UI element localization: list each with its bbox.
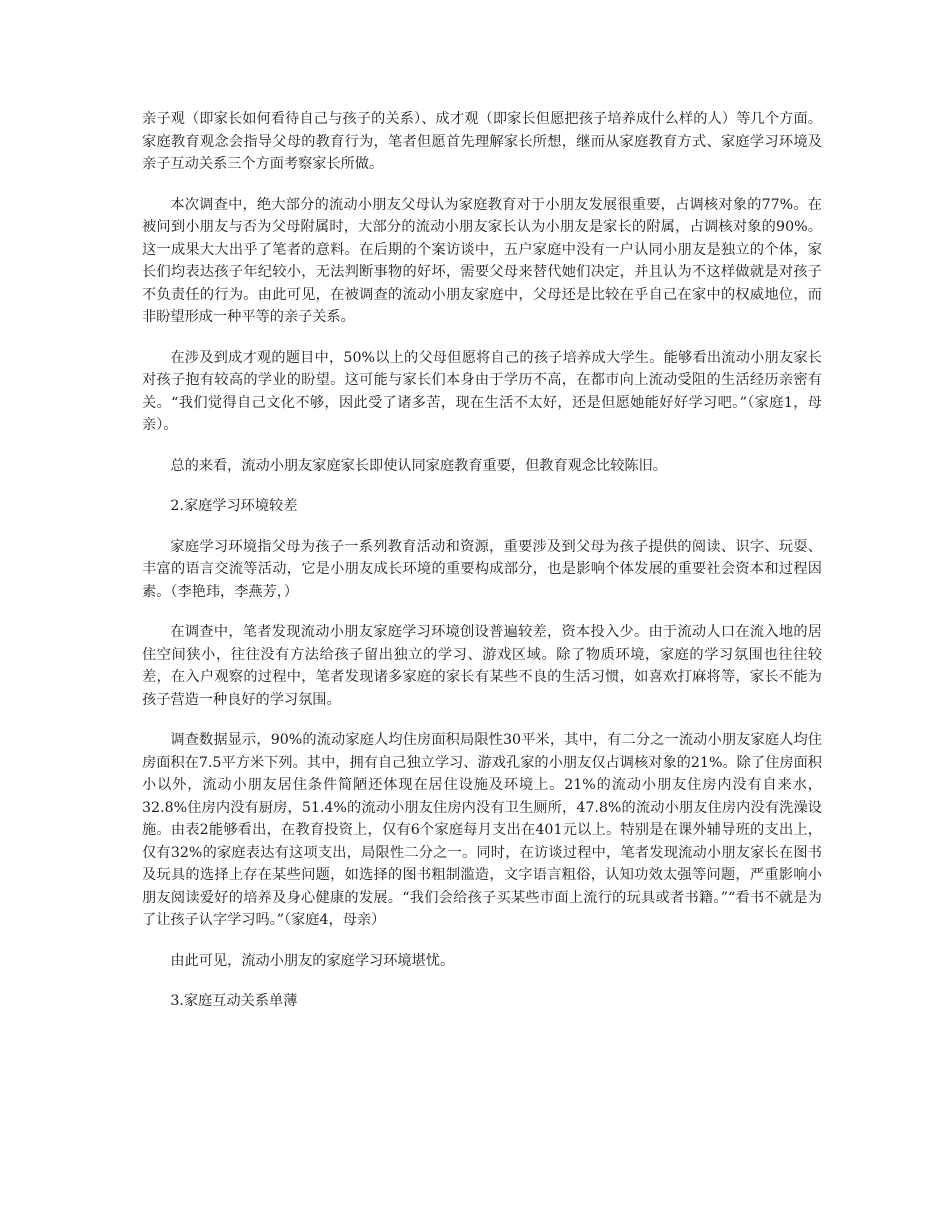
paragraph-learning-environment-definition: 家庭学习环境指父母为孩子一系列教育活动和资源，重要涉及到父母为孩子提供的阅读、识字、玩耍、丰富的语言交流等活动，它是小朋友成长环境的重要构成部分，也是影响个体发展的重要社会资本和过程因素。（李艳玮，李燕芳，） — [142, 538, 822, 600]
paragraph-survey-family-education: 本次调查中，绝大部分的流动小朋友父母认为家庭教育对于小朋友发展很重要，占调核对象的77%。在被问到小朋友与否为父母附属时，大部分的流动小朋友家长认为小朋友是家长的附属，占调核对象的90%。这一成果大大出乎了笔者的意料。在后期的个案访谈中，五户家庭中没有一户认同小朋友是独立的个体，家长们均表达孩子年纪较小，无法判断事物的好坏，需要父母来替代她们决定，并且认为不这样做就是对孩子不负责任的行为。由此可见，在被调查的流动小朋友家庭中，父母还是比较在乎自己在家中的权威地位，而非盼望形成一种平等的亲子关系。 — [142, 196, 822, 325]
paragraph-learning-environment-findings: 在调查中，笔者发现流动小朋友家庭学习环境创设普遍较差，资本投入少。由于流动人口在流入地的居住空间狭小，往往没有方法给孩子留出独立的学习、游戏区域。除了物质环境，家庭的学习氛围也往往较差，在入户观察的过程中，笔者发现诸多家庭的家长有某些不良的生活习惯，如喜欢打麻将等，家长不能为孩子营造一种良好的学习氛围。 — [142, 624, 822, 708]
paragraph-summary-education-views: 总的来看，流动小朋友家庭家长即使认同家庭教育重要，但教育观念比较陈旧。 — [170, 457, 667, 474]
section-heading-learning-environment: 2.家庭学习环境较差 — [170, 498, 298, 514]
document-body — [142, 108, 822, 1031]
paragraph-talent-views: 在涉及到成才观的题目中，50%以上的父母但愿将自己的孩子培养成大学生。能够看出流动小朋友家长对孩子抱有较高的学业的盼望。这可能与家长们本身由于学历不高，在都市向上流动受阻的生活经历亲密有关。“我们觉得自己文化不够，因此受了诸多苦，现在生活不太好，还是但愿她能好好学习吧。”（家庭1，母亲）。 — [142, 349, 822, 433]
paragraph-parenting-views-intro: 亲子观（即家长如何看待自己与孩子的关系）、成才观（即家长但愿把孩子培养成什么样的人）等几个方面。家庭教育观念会指导父母的教育行为，笔者但愿首先理解家长所想，继而从家庭教育方式、家庭学习环境及亲子互动关系三个方面考察家长所做。 — [142, 111, 822, 172]
paragraph-learning-environment-conclusion: 由此可见，流动小朋友的家庭学习环境堪忧。 — [170, 952, 455, 969]
section-heading-family-interaction: 3.家庭互动关系单薄 — [170, 993, 298, 1009]
paragraph-survey-data: 调查数据显示，90%的流动家庭人均住房面积局限性30平米，其中，有二分之一流动小朋友家庭人均住房面积在7.5平方米下列。其中，拥有自己独立学习、游戏孔家的小朋友仅占调核对象的21%。除了住房面积小以外，流动小朋友居住条件简陋还体现在居住设施及环境上。21%的流动小朋友住房内没有自来水，32.8%住房内没有厨房，51.4%的流动小朋友住房内没有卫生厕所，47.8%的流动小朋友住房内没有洗澡设施。由表2能够看出，在教育投资上，仅有6个家庭每月支出在401元以上。特别是在课外辅导班的支出上，仅有32%的家庭表达有这项支出，局限性二分之一。同时，在访谈过程中，笔者发现流动小朋友家长在图书及玩具的选择上存在某些问题，如选择的图书粗制滥造，文字语言粗俗，认知功效太强等问题，严重影响小朋友阅读爱好的培养及身心健康的发展。“我们会给孩子买某些市面上流行的玩具或者书籍。”“看书不就是为了让孩子认字学习吗。”（家庭4，母亲） — [142, 732, 822, 928]
